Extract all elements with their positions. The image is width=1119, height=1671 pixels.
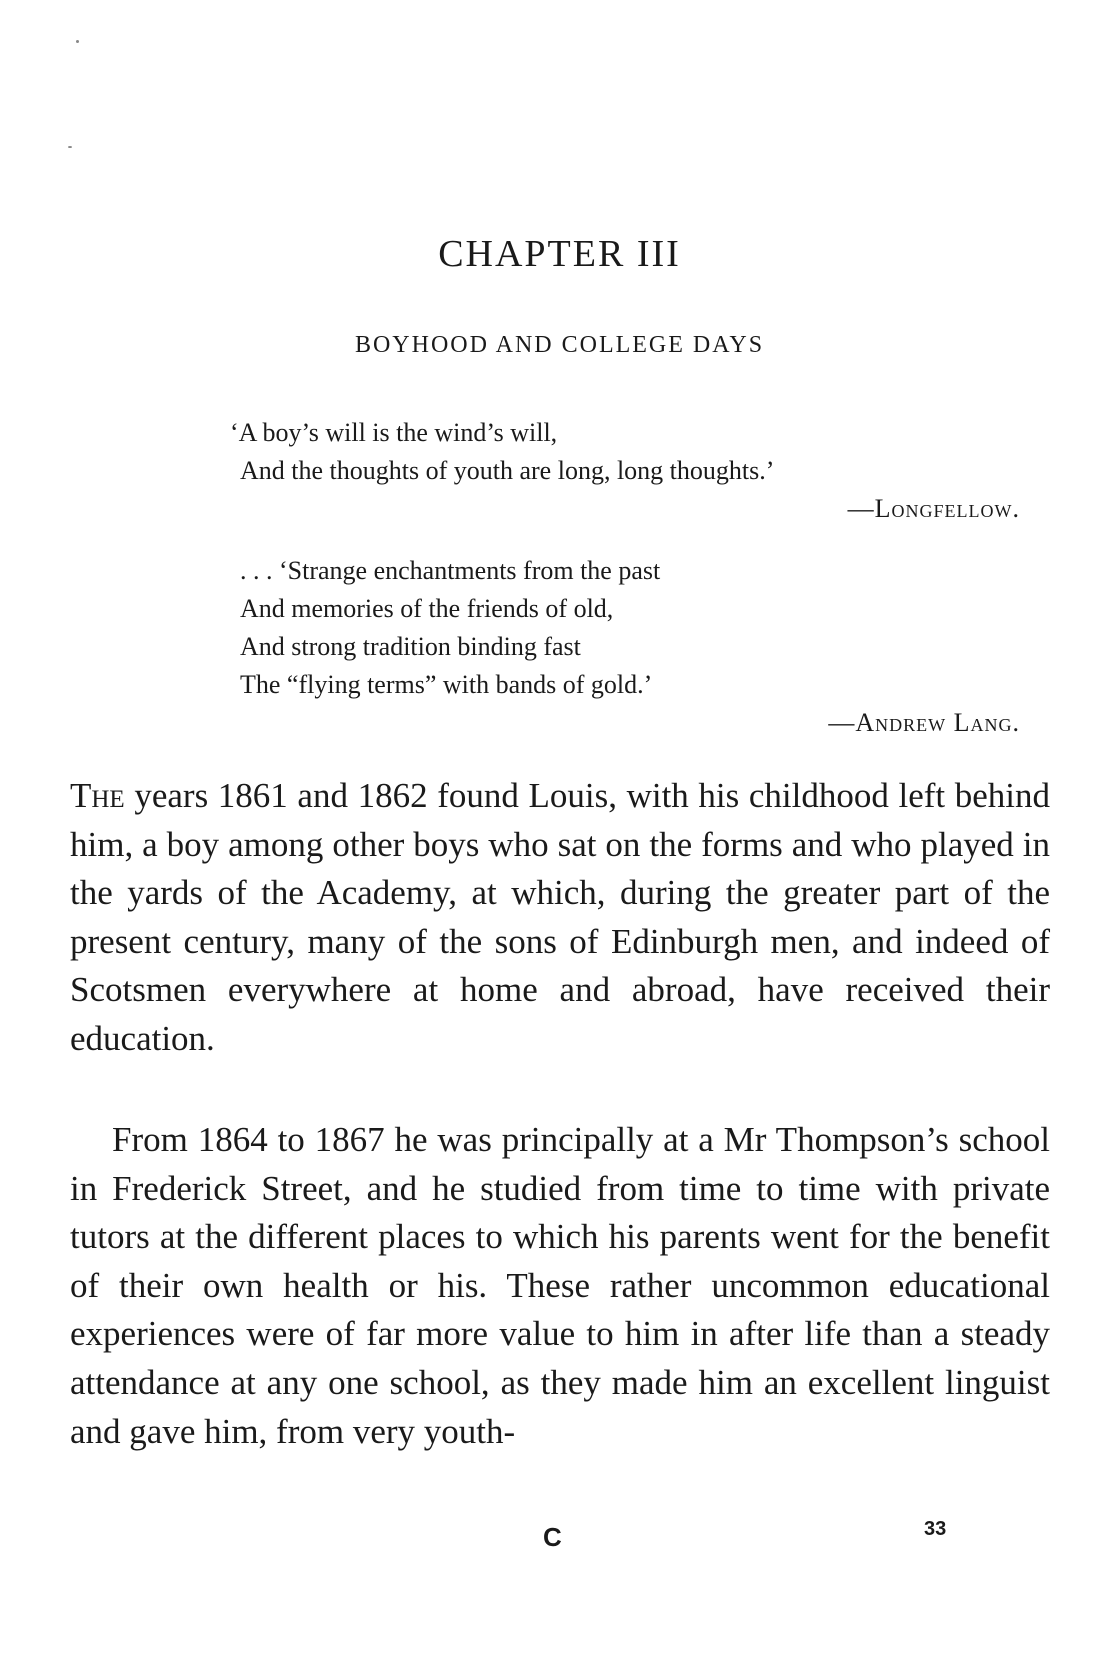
paragraph-text: From 1864 to 1867 he was principally at a Mr Thompson’s school in Frederick Street, and he studied from time to time with private tutors at the different places to which his parents went for the benefit of their own health or his. These rather uncommon educational experiences were of far more value to him in after life than a steady attendance at any one school, as they made him an excellent linguist and gave him, from very youth- [70, 1120, 1050, 1451]
body-paragraph-2 [70, 1116, 1050, 1456]
paragraph-lead-word: The [70, 776, 125, 815]
epigraph-line: The “flying terms” with bands of gold.’ [240, 670, 653, 699]
epigraph-line: And the thoughts of youth are long, long thoughts.’ [240, 456, 775, 485]
chapter-title: CHAPTER III [438, 233, 681, 275]
paragraph-text: years 1861 and 1862 found Louis, with his childhood left behind him, a boy among other boys who sat on the forms and who played in the yards of the Academy, at which, during the greater part of the present century, many of the sons of Edinburgh men, and indeed of Scotsmen everywhere at home and abroad, have received their education. [70, 776, 1050, 1058]
epigraph-attribution: —Longfellow. [847, 494, 1020, 523]
epigraph-line: And memories of the friends of old, [240, 594, 614, 623]
scan-speck [68, 146, 72, 148]
epigraph-attribution: —Andrew Lang. [828, 708, 1020, 737]
signature-mark: C [543, 1522, 562, 1552]
epigraph-line: . . . ‘Strange enchantments from the past [240, 556, 661, 585]
epigraph-longfellow [230, 414, 1020, 528]
page-number: 33 [924, 1518, 947, 1540]
scan-speck [76, 40, 79, 43]
epigraph-line: And strong tradition binding fast [240, 632, 581, 661]
body-paragraph-1 [70, 772, 1050, 1064]
chapter-subtitle: BOYHOOD AND COLLEGE DAYS [354, 332, 765, 358]
epigraph-lang [240, 552, 1020, 742]
epigraph-line: ‘A boy’s will is the wind’s will, [230, 418, 558, 447]
